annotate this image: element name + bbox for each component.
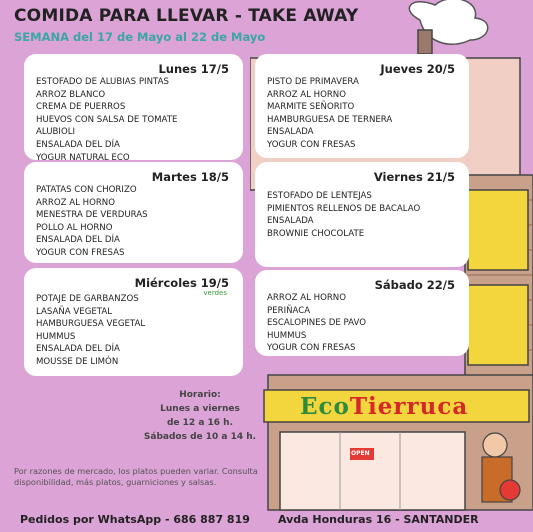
dish-item: POTAJE DE GARBANZOS (36, 294, 139, 304)
hours-line: Sábados de 10 a 14 h. (143, 432, 257, 442)
dish-item: ARROZ BLANCO (36, 89, 106, 100)
dish-item: YOGUR CON FRESAS (267, 139, 356, 150)
shop-sign (300, 393, 468, 420)
dish-item: HUMMUS (36, 331, 76, 342)
dish-item: PIMIENTOS RELLENOS DE BACALAO (267, 203, 421, 214)
dish-item: PERIÑACA (267, 305, 311, 316)
day-title: Lunes 17/5 (158, 62, 229, 76)
day-title: Jueves 20/5 (380, 62, 455, 76)
dish-item: LASAÑA VEGETAL (36, 306, 113, 317)
dish-list (267, 190, 420, 240)
dish-item: HUMMUS (267, 330, 307, 341)
day-title: Sábado 22/5 (374, 278, 455, 292)
dish-list (267, 76, 392, 152)
day-card-viernes (257, 164, 467, 265)
hours-line: de 12 a 16 h. (166, 418, 234, 428)
dish-item: ESCALOPINES DE PAVO (267, 318, 367, 329)
day-card-miercoles (26, 270, 241, 374)
dish-item: PATATAS CON CHORIZO (36, 185, 137, 195)
page-title: COMIDA PARA LLEVAR - TAKE AWAY (14, 6, 359, 26)
dish-item: POLLO AL HORNO (36, 222, 113, 233)
dish-item: ENSALADA DEL DÍA (36, 139, 120, 150)
dish-item: YOGUR NATURAL ECO (36, 152, 130, 163)
shop-address: Avda Honduras 16 - SANTANDER (278, 513, 479, 526)
dish-item: ARROZ AL HORNO (36, 197, 115, 208)
dish-item: MOUSSE DE LIMÓN (36, 356, 119, 367)
dish-item: ARROZ AL HORNO (267, 293, 346, 303)
dish-item: MENESTRA DE VERDURAS (36, 210, 148, 221)
week-subtitle: SEMANA del 17 de Mayo al 22 de Mayo (14, 30, 266, 44)
dish-list (267, 292, 366, 355)
dish-item: PISTO DE PRIMAVERA (267, 77, 359, 87)
day-note: verdes (203, 289, 227, 297)
dish-item: ESTOFADO DE LENTEJAS (267, 191, 372, 201)
shop-sign-tierruca: Tierruca (349, 393, 469, 420)
dish-item: YOGUR CON FRESAS (267, 343, 356, 354)
dish-item: CREMA DE PUERROS (36, 102, 126, 113)
disclaimer-text: Por razones de mercado, los platos pueden variar. Consulta disponibilidad, más platos, guarniciones y salsas. (14, 466, 258, 487)
hours-line: Lunes a viernes (160, 404, 240, 414)
dish-list (36, 293, 145, 369)
dish-item: ENSALADA DEL DÍA (36, 235, 120, 246)
day-card-lunes (26, 56, 241, 163)
day-title: Viernes 21/5 (373, 170, 455, 184)
dish-item: ENSALADA (267, 216, 314, 227)
dish-item: ENSALADA (267, 127, 314, 138)
day-title: Martes 18/5 (151, 170, 229, 184)
dish-item: HAMBURGUESA VEGETAL (36, 319, 146, 330)
day-card-sabado (257, 272, 467, 354)
dish-item: HUEVOS CON SALSA DE TOMATE (36, 114, 178, 125)
day-card-jueves (257, 56, 467, 156)
hours-label: Horario: (179, 390, 221, 400)
whatsapp-orders: Pedidos por WhatsApp - 686 887 819 (20, 513, 250, 526)
dish-item: HAMBURGUESA DE TERNERA (267, 114, 393, 125)
day-title: Miércoles 19/5 (134, 276, 229, 290)
shop-sign-eco: Eco (300, 393, 350, 420)
dish-item: ENSALADA DEL DÍA (36, 344, 120, 355)
dish-item: ARROZ AL HORNO (267, 89, 346, 100)
dish-item: MARMITE SEÑORITO (267, 102, 355, 113)
dish-item: ESTOFADO DE ALUBIAS PINTAS (36, 77, 169, 87)
opening-hours (120, 388, 280, 444)
dish-list (36, 184, 148, 260)
day-card-martes (26, 164, 241, 261)
open-door-sign: OPEN (351, 450, 370, 457)
dish-item: BROWNIE CHOCOLATE (267, 228, 365, 239)
dish-list (36, 76, 177, 164)
dish-item: YOGUR CON FRESAS (36, 247, 125, 258)
dish-item: ALUBIOLI (36, 127, 76, 138)
